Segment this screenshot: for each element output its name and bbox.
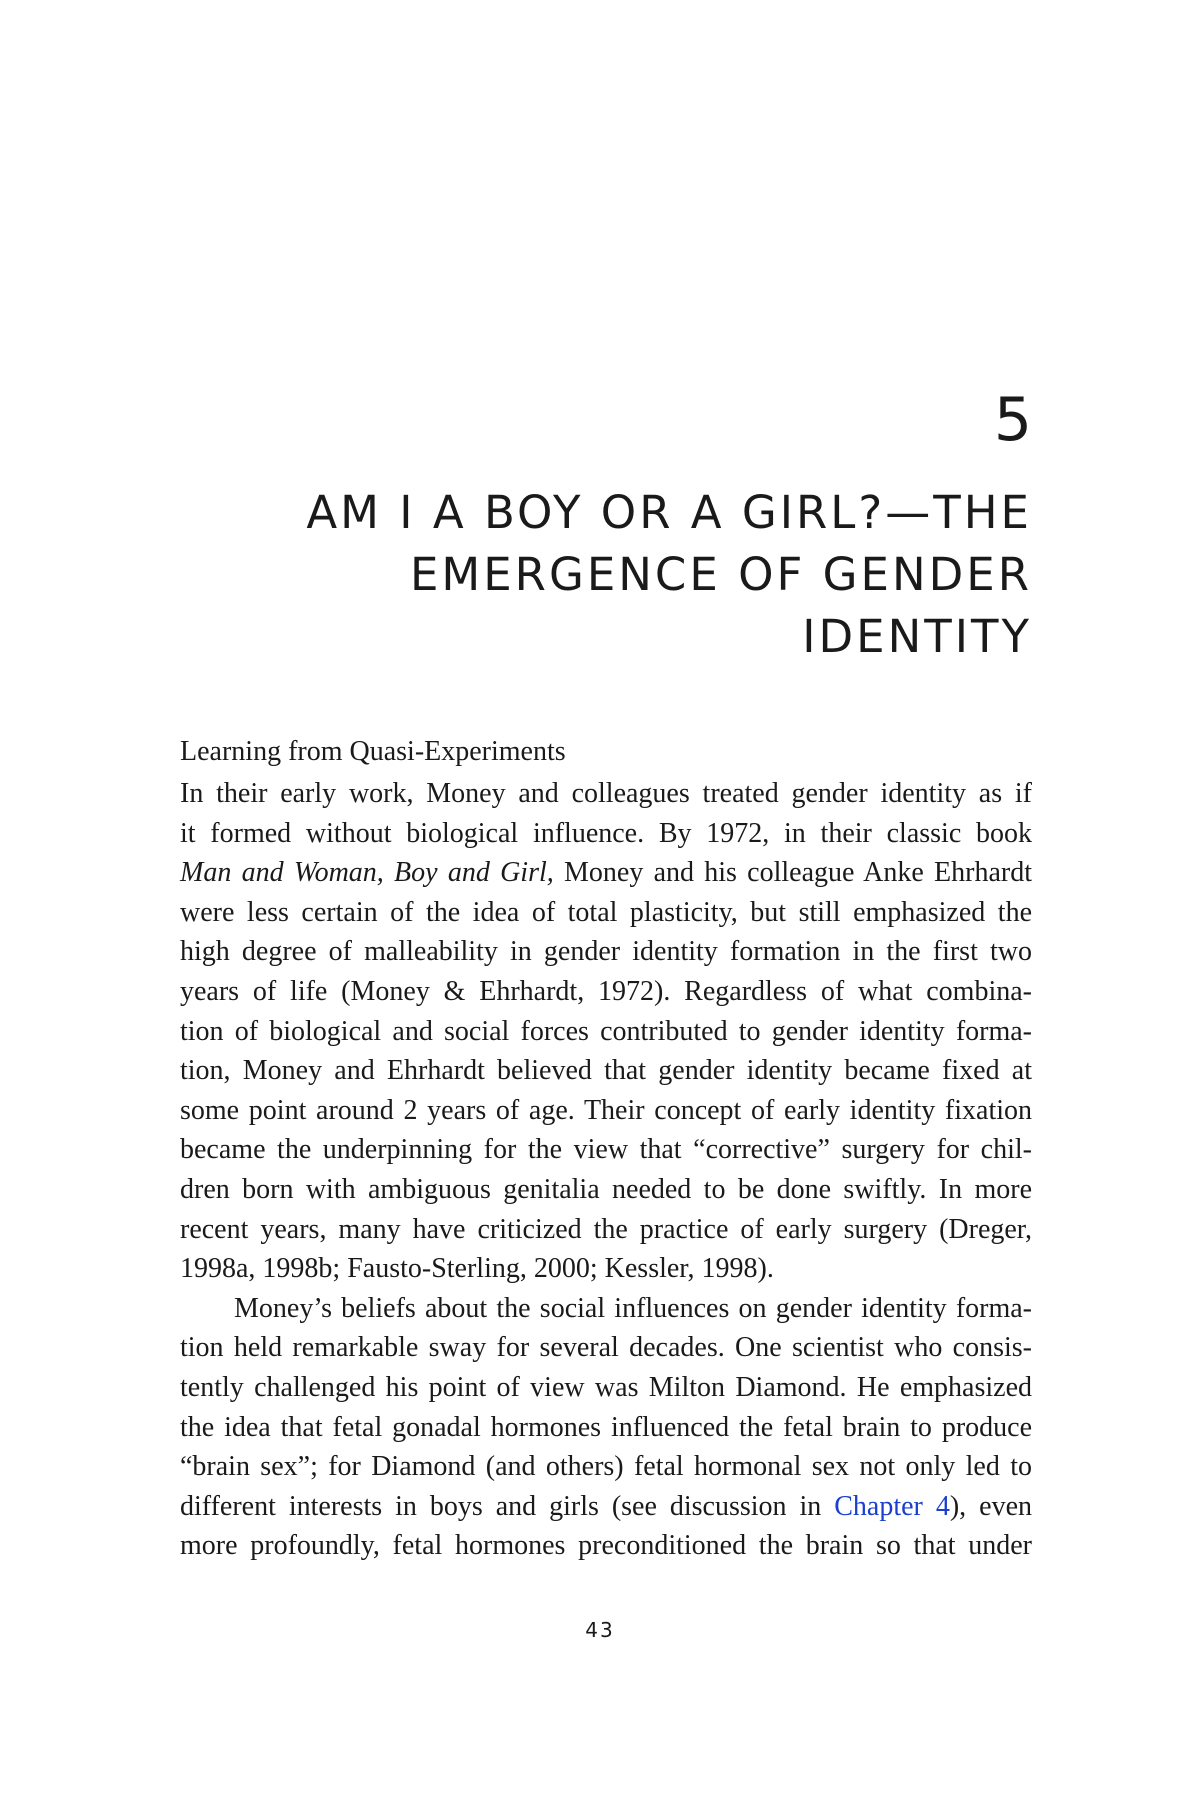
text-line: dren born with ambiguous genitalia needed to be done swiftly. In more (180, 1173, 1032, 1205)
text-line: tion of biological and social forces contributed to gender identity forma- (180, 1015, 1032, 1047)
text-line: became the underpinning for the view that “corrective” surgery for chil- (180, 1134, 1032, 1166)
book-title-italic: Man and Woman, Boy and Girl, (180, 857, 554, 889)
text-run: ), even (949, 1490, 1032, 1522)
chapter-title (212, 482, 1032, 668)
chapter-title-line: IDENTITY (802, 610, 1032, 663)
section-heading: Learning from Quasi-Experiments (180, 736, 566, 767)
text-line: Money’s beliefs about the social influences on gender identity forma- (234, 1292, 1032, 1324)
text-line: 1998a, 1998b; Fausto-Sterling, 2000; Kessler, 1998). (180, 1253, 774, 1285)
text-line: “brain sex”; for Diamond (and others) fetal hormonal sex not only led to (180, 1451, 1032, 1483)
text-run: Money and his colleague Anke Ehrhardt (553, 857, 1032, 889)
text-run: different interests in boys and girls (see discussion in (180, 1490, 835, 1522)
text-line: the idea that fetal gonadal hormones influenced the fetal brain to produce (180, 1411, 1032, 1443)
text-line: were less certain of the idea of total plasticity, but still emphasized the (180, 896, 1032, 928)
text-line: some point around 2 years of age. Their concept of early identity fixation (180, 1094, 1032, 1126)
chapter-number: 5 (993, 385, 1032, 455)
text-line (180, 853, 1032, 893)
page-number: 43 (585, 1618, 615, 1642)
body-text (180, 774, 1032, 1566)
chapter-4-link[interactable]: Chapter 4 (834, 1490, 950, 1522)
text-line: tion, Money and Ehrhardt believed that gender identity became fixed at (180, 1055, 1032, 1087)
text-line: tently challenged his point of view was Milton Diamond. He emphasized (180, 1371, 1032, 1403)
text-line: tion held remarkable sway for several decades. One scientist who consis- (180, 1332, 1032, 1364)
text-line: more profoundly, fetal hormones preconditioned the brain so that under (180, 1530, 1032, 1562)
paragraph (180, 1289, 1032, 1566)
text-line (180, 1487, 1032, 1527)
chapter-title-line: EMERGENCE OF GENDER (409, 548, 1032, 601)
text-line: In their early work, Money and colleagues treated gender identity as if (180, 778, 1032, 809)
paragraph (180, 774, 1032, 1289)
chapter-title-line: AM I A BOY OR A GIRL?—THE (306, 486, 1032, 539)
text-line: high degree of malleability in gender identity formation in the first two (180, 936, 1032, 968)
text-line: recent years, many have criticized the practice of early surgery (Dreger, (180, 1213, 1032, 1245)
text-line: years of life (Money & Ehrhardt, 1972). Regardless of what combina- (180, 975, 1032, 1007)
text-line: it formed without biological influence. By 1972, in their classic book (180, 817, 1032, 849)
